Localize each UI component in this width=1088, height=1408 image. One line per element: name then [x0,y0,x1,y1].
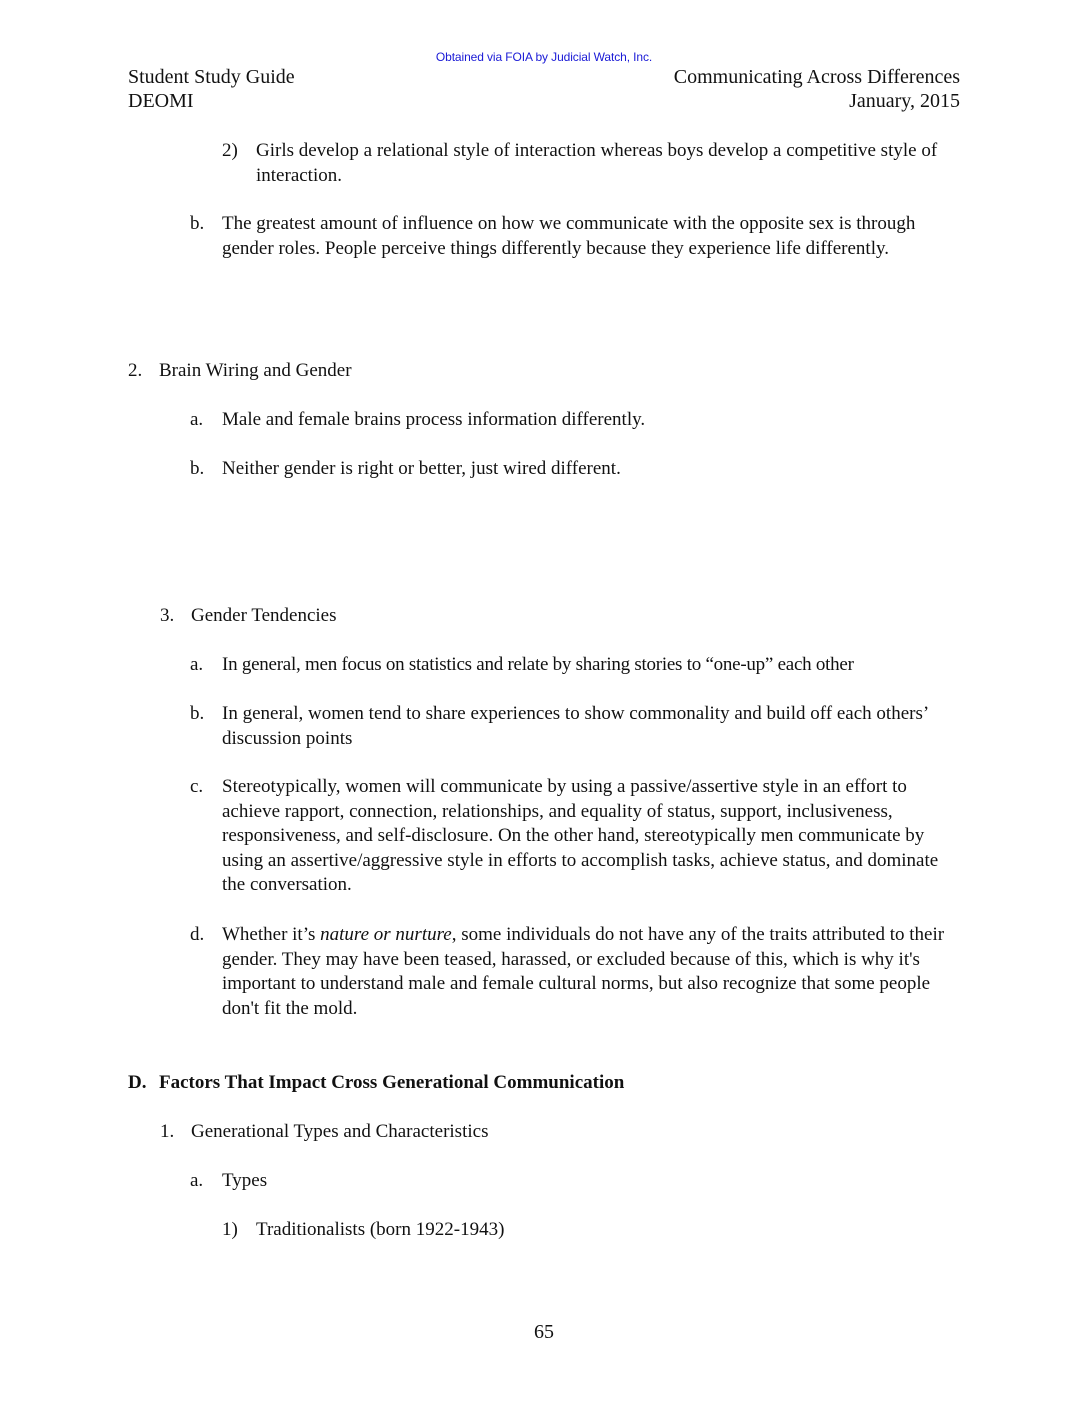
list-item-traditionalists [222,1218,922,1243]
list-item-nature-nurture [190,923,960,1021]
text-before: Whether it’s [222,924,321,945]
section-heading-generational-factors [128,1071,928,1096]
list-item-brains-process [190,408,890,433]
list-marker: 2. [128,360,143,381]
header-guide-title: Student Study Guide [128,66,295,88]
list-item-girls-interaction [222,139,967,188]
list-item-text: Stereotypically, women will communicate by using a passive/assertive style in an effort to achieve rapport, connection, relationships, and equality of status, support, inclusiveness, responsiveness, and self-disclosure. On the other hand, stereotypically men communicate by using an assertive/aggressive style in efforts to accomplish tasks, achieve status, and dominate the conversation. [222,776,939,895]
header-date: January, 2015 [849,90,960,112]
list-item-types [190,1169,890,1194]
list-item-text: In general, women tend to share experiences to show commonality and build off each others’ discussion points [222,703,928,749]
section-heading-text: Brain Wiring and Gender [159,360,352,381]
header-module-title: Communicating Across Differences [673,66,960,88]
header-org: DEOMI [128,90,194,112]
list-item-women-share [190,702,955,751]
list-item-text: The greatest amount of influence on how we communicate with the opposite sex is through gender roles. People perceive things differently because they experience life differently. [222,213,916,259]
list-item-text: Types [222,1170,268,1191]
list-marker: 3. [160,605,175,626]
list-marker: a. [190,409,204,430]
section-heading-generational-types [160,1120,860,1145]
section-heading-text: Gender Tendencies [191,605,337,626]
section-heading-text: Factors That Impact Cross Generational Communication [159,1072,625,1093]
list-item-text: In general, men focus on statistics and relate by sharing stories to “one-up” each other [222,654,854,675]
list-marker: D. [128,1072,147,1093]
emphasis-nature-or-nurture: nature or nurture [320,924,452,945]
list-marker: 1. [160,1121,175,1142]
page-number: 65 [534,1321,554,1343]
section-heading-text: Generational Types and Characteristics [191,1121,489,1142]
list-item-gender-roles-influence [190,212,960,261]
foia-watermark: Obtained via FOIA by Judicial Watch, Inc. [435,50,653,64]
list-item-men-focus [190,653,970,678]
list-item-text [190,923,960,1021]
list-item-text: Male and female brains process information differently. [222,409,646,430]
section-heading-brain-wiring [128,359,828,384]
list-marker: d. [190,924,205,945]
list-marker: b. [190,213,205,234]
list-marker: a. [190,1170,204,1191]
list-marker: a. [190,654,204,675]
list-marker: c. [190,776,204,797]
list-item-text: Neither gender is right or better, just wired different. [222,458,621,479]
list-item-neither-gender [190,457,890,482]
section-heading-gender-tendencies [160,604,860,629]
list-marker: 1) [222,1219,238,1240]
list-marker: b. [190,703,205,724]
list-marker: b. [190,458,205,479]
list-marker: 2) [222,140,238,161]
list-item-text: Traditionalists (born 1922-1943) [256,1219,505,1240]
text-after: , some individuals do not have any of the traits attributed to their gender. They may have been teased, harassed, or excluded because of this, which is why it's important to understand male and female cultural norms, but also recognize that some people don't fit the mold. [222,924,945,1019]
list-item-stereotypical-styles [190,775,955,898]
list-item-text: Girls develop a relational style of interaction whereas boys develop a competitive style of interaction. [256,140,938,186]
